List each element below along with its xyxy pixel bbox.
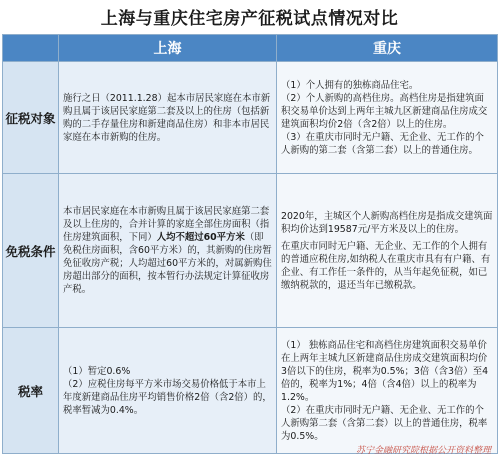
chongqing-tax-rate-item-1: （1） 独栋商品住宅和高档住房建筑面积交易单价在上两年主城九区新建商品住房成交建筑面积均价3倍以下的住房，税率为0.5%；3倍（含3倍）至4倍的，税率为1%；4倍（含4倍）以上的税率为1.2%。 bbox=[281, 339, 489, 403]
chongqing-tax-object-item-3: （3）在重庆市同时无户籍、无企业、无工作的个人新购的第二套（含第二套）以上的普通住房。 bbox=[281, 131, 484, 156]
cell-shanghai-tax-rate bbox=[59, 328, 277, 454]
row-label-exemption: 免税条件 bbox=[3, 174, 59, 328]
chongqing-tax-rate-item-2: （2）在重庆市同时无户籍、无企业、无工作的个人新购第二套（含第二套）以上的普通住房，税率为0.5%。 bbox=[281, 404, 488, 442]
cell-chongqing-tax-object bbox=[277, 62, 498, 174]
cell-shanghai-exemption bbox=[59, 174, 277, 328]
header-corner bbox=[3, 35, 59, 62]
page-title: 上海与重庆住宅房产征税试点情况对比 bbox=[100, 9, 399, 29]
row-exemption bbox=[3, 174, 498, 328]
row-label-tax-object: 征税对象 bbox=[3, 62, 59, 174]
cell-chongqing-exemption bbox=[277, 174, 498, 328]
shanghai-exemption-bold: 人均不超过60平方米 bbox=[156, 232, 245, 243]
comparison-table bbox=[2, 34, 498, 454]
row-label-tax-rate: 税率 bbox=[3, 328, 59, 454]
shanghai-exemption-text bbox=[63, 205, 272, 296]
header-row bbox=[3, 35, 498, 62]
chongqing-tax-object-item-2: （2）个人新购的高档住房。高档住房是指建筑面积交易单价达到上两年主城九区新建商品住房成交建筑面积均价2倍（含2倍）以上的住房。 bbox=[281, 92, 488, 130]
chongqing-exemption-para-2: 在重庆市同时无户籍、无企业、无工作的个人拥有的普通应税住房,如纳税人在重庆市具有有户籍、有企业、有工作任一条件的，从当年起免征税，如已缴纳税款的，退还当年已缴税款。 bbox=[281, 240, 491, 291]
shanghai-tax-object-text: 施行之日（2011.1.28）起本市居民家庭在本市新购且属于该居民家庭第二套及以上的住房（包括新购的二手存量住房和新建商品住房）和非本市居民家庭在本市新购的住房。 bbox=[63, 92, 271, 143]
shanghai-exemption-pre: 本市居民家庭在本市新购且属于该居民家庭第二套及以上住房的，合并计算的家庭全部住房面积（指住房建筑面积，下同） bbox=[63, 206, 270, 243]
cell-shanghai-tax-object bbox=[59, 62, 277, 174]
chongqing-exemption-para-1: 2020年，主城区个人新购高档住房是指成交建筑面积均价达到19587元/平方米及以上的住房。 bbox=[281, 210, 493, 235]
row-tax-object bbox=[3, 62, 498, 174]
shanghai-tax-rate-item-2: （2）应税住房每平方米市场交易价格低于本市上年度新建商品住房平均销售价格2倍（含2倍）的，税率暂减为0.4%。 bbox=[63, 378, 272, 416]
row-tax-rate bbox=[3, 328, 498, 454]
header-chongqing: 重庆 bbox=[277, 35, 498, 62]
shanghai-exemption-post: （即免税住房面积，含60平方米）的，其新购的住房暂免征收房产税；人均超过60平方米的，对属新购住房超出部分的面积，按本暂行办法规定计算征收房产税。 bbox=[63, 232, 272, 295]
header-shanghai: 上海 bbox=[59, 35, 277, 62]
shanghai-tax-rate-item-1: （1）暂定0.6% bbox=[63, 365, 131, 377]
cell-chongqing-tax-rate bbox=[277, 328, 498, 454]
source-watermark: 苏宁金融研究院根据公开资料整理 bbox=[355, 446, 491, 456]
chongqing-tax-object-item-1: （1）个人拥有的独栋商品住宅。 bbox=[281, 79, 419, 91]
